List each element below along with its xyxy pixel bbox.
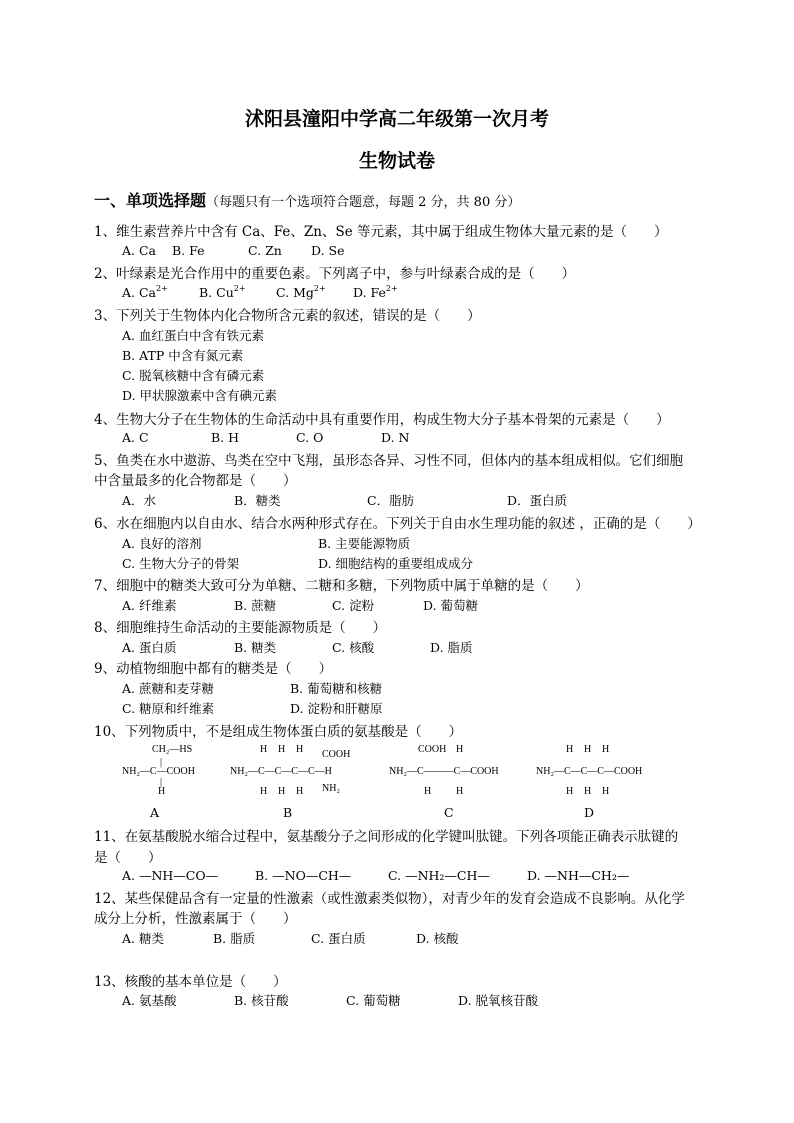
q6-option-d: D. 细胞结构的重要组成成分 [318, 556, 474, 571]
q10-c-bot-h2: H [456, 786, 464, 797]
q9-option-a: A. 蔗糖和麦芽糖 [122, 681, 214, 696]
q8-stem: 8、细胞维持生命活动的主要能源物质是（ ） [94, 620, 387, 636]
q10-b-top-h3: H [296, 744, 304, 755]
q10-label-b: B [283, 805, 293, 820]
section-heading [94, 188, 520, 211]
q10-b-bot-h3: H [296, 786, 304, 797]
q10-c-backbone: NH₂—C———C—COOH [389, 766, 499, 777]
q10-d-top-h1: H [566, 744, 574, 755]
section-note: （每题只有一个选项符合题意，每题 2 分，共 80 分） [206, 195, 521, 210]
q10-d-top-h2: H [584, 744, 592, 755]
q10-b-top-h1: H [260, 744, 268, 755]
q2-option-d: D. $Fe^{2+}$ [353, 284, 398, 300]
q6-stem: 6、水在细胞内以自由水、结合水两种形式存在。下列关于自由水生理功能的叙述 ，正确的是（ ） [94, 516, 701, 532]
q10-c-cooh: COOH [418, 744, 447, 755]
q12-stem-line1: 12、某些保健品含有一定量的性激素（或性激素类似物），对青少年的发育会造成不良影响。从化学 [94, 891, 685, 907]
q13-option-c: C. 葡萄糖 [346, 993, 401, 1008]
q2-option-a: A. $Ca^{2+}$ [122, 284, 168, 300]
q9-option-c: C. 糖原和纤维素 [122, 701, 215, 716]
q11-option-d: D. —NH—CH₂— [527, 868, 630, 883]
q1-option-a: A. Ca [122, 243, 156, 258]
q8-option-d: D. 脂质 [430, 640, 473, 655]
q10-a-bond-bottom: | [160, 777, 163, 788]
q11-option-b: B. —NO—CH— [255, 868, 352, 883]
q10-a-sidechain: CH₂—HS [152, 744, 193, 755]
q7-stem: 7、细胞中的糖类大致可分为单糖、二糖和多糖，下列物质中属于单糖的是（ ） [94, 578, 589, 594]
q1-option-c: C. Zn [248, 243, 282, 258]
q10-label-a: A [150, 805, 160, 820]
q12-stem-line2: 成分上分析，性激素属于（ ） [94, 911, 297, 927]
q6-option-c: C. 生物大分子的骨架 [122, 556, 240, 571]
q10-c-top-h: H [456, 744, 464, 755]
q10-d-top-h3: H [602, 744, 610, 755]
q13-option-a: A. 氨基酸 [122, 993, 177, 1008]
q10-b-bot-h2: H [278, 786, 286, 797]
q10-a-h: H [158, 786, 166, 797]
q4-option-a: A. C [122, 430, 149, 445]
q2-option-c: C. $Mg^{2+}$ [276, 284, 326, 300]
q2-stem: 2、叶绿素是光合作用中的重要色素。下列离子中，参与叶绿素合成的是（ ） [94, 266, 576, 282]
q10-b-top-h2: H [278, 744, 286, 755]
q10-d-bot-h1: H [566, 786, 574, 797]
q10-b-backbone: NH₂—C—C—C—C—H [230, 766, 332, 777]
q4-option-d: D. N [381, 430, 410, 445]
q9-option-b: B. 葡萄糖和核糖 [290, 681, 383, 696]
q4-stem: 4、生物大分子在生物体的生命活动中具有重要作用，构成生物大分子基本骨架的元素是（ ） [94, 412, 670, 428]
q5-option-d: D．蛋白质 [507, 493, 568, 508]
q10-b-nh2: NH₂ [322, 783, 340, 794]
q10-label-c: C [444, 805, 454, 820]
q11-stem-line1: 11、在氨基酸脱水缩合过程中，氨基酸分子之间形成的化学键叫肽键。下列各项能正确表示肽键的 [94, 829, 679, 845]
q5-option-b: B．糖类 [234, 493, 281, 508]
q1-option-b: B. Fe [172, 243, 205, 258]
q11-option-a: A. —NH—CO— [122, 868, 219, 883]
q9-option-d: D. 淀粉和肝糖原 [290, 701, 383, 716]
q10-stem: 10、下列物质中，不是组成生物体蛋白质的氨基酸是（ ） [94, 724, 463, 740]
q11-option-c: C. —NH₂—CH— [388, 868, 490, 883]
q5-stem-line2: 中含量最多的化合物都是（ ） [94, 473, 297, 489]
q12-option-a: A. 糖类 [122, 931, 164, 946]
q5-option-a: A．水 [122, 493, 157, 508]
q4-option-b: B. H [211, 430, 240, 445]
q1-option-d: D. Se [311, 243, 345, 258]
q13-option-b: B. 核苷酸 [234, 993, 289, 1008]
q3-option-a: A. 血红蛋白中含有铁元素 [122, 328, 264, 343]
q12-option-b: B. 脂质 [213, 931, 256, 946]
q3-option-b: B. ATP 中含有氮元素 [122, 348, 244, 363]
q6-option-b: B. 主要能源物质 [318, 536, 411, 551]
q10-b-cooh: COOH [322, 749, 351, 760]
q10-d-bot-h2: H [584, 786, 592, 797]
q13-stem: 13、核酸的基本单位是（ ） [94, 974, 287, 990]
q8-option-a: A. 蛋白质 [122, 640, 177, 655]
q12-option-c: C. 蛋白质 [311, 931, 366, 946]
q7-option-d: D. 葡萄糖 [423, 598, 479, 613]
q8-option-c: C. 核酸 [332, 640, 375, 655]
q7-option-b: B. 蔗糖 [234, 598, 277, 613]
q2-option-b: B. $Cu^{2+}$ [199, 284, 246, 300]
section-label: 一、单项选择题 [94, 191, 207, 210]
exam-subtitle: 生物试卷 [358, 150, 435, 172]
q3-option-c: C. 脱氧核糖中含有磷元素 [122, 368, 265, 383]
q9-stem: 9、动植物细胞中都有的糖类是（ ） [94, 661, 333, 677]
q10-b-bot-h1: H [260, 786, 268, 797]
exam-title: 沭阳县潼阳中学高二年级第一次月考 [244, 108, 549, 130]
q3-stem: 3、下列关于生物体内化合物所含元素的叙述，错误的是（ ） [94, 308, 481, 324]
q5-option-c: C．脂肪 [367, 493, 415, 508]
q10-a-backbone: NH₂—C—COOH [122, 766, 195, 777]
q6-option-a: A. 良好的溶剂 [122, 536, 202, 551]
q5-stem-line1: 5、鱼类在水中遨游、鸟类在空中飞翔，虽形态各异、习性不同，但体内的基本组成相似。它们细胞 [94, 453, 684, 469]
q10-c-bot-h1: H [424, 786, 432, 797]
q4-option-c: C. O [296, 430, 324, 445]
q8-option-b: B. 糖类 [234, 640, 277, 655]
q10-d-backbone: NH₂—C—C—C—COOH [536, 766, 643, 777]
q13-option-d: D. 脱氧核苷酸 [458, 993, 539, 1008]
q1-stem: 1、维生素营养片中含有 Ca、Fe、Zn、Se 等元素，其中属于组成生物体大量元素的是（ ） [94, 224, 668, 240]
q7-option-c: C. 淀粉 [332, 598, 375, 613]
q12-option-d: D. 核酸 [416, 931, 459, 946]
q10-a-bond-top: | [160, 757, 163, 768]
q10-d-bot-h3: H [602, 786, 610, 797]
q10-label-d: D [584, 805, 595, 820]
q3-option-d: D. 甲状腺激素中含有碘元素 [122, 388, 278, 403]
q7-option-a: A. 纤维素 [122, 598, 177, 613]
q11-stem-line2: 是（ ） [94, 850, 162, 866]
